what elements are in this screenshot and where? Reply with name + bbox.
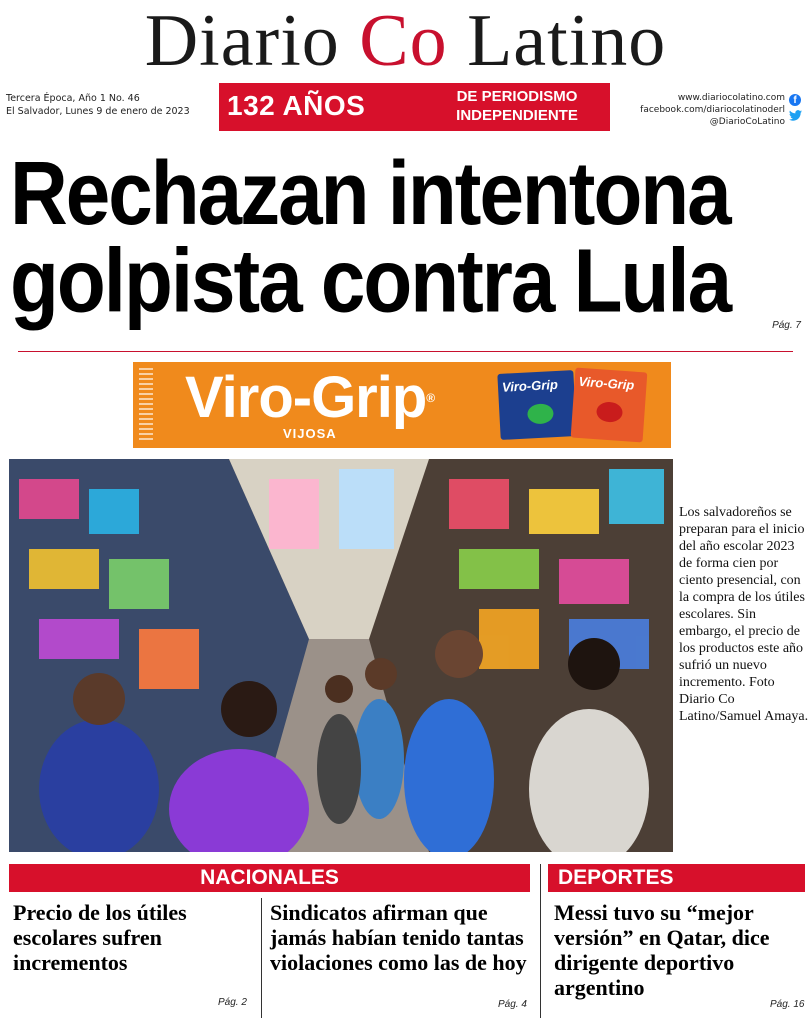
ad-subbrand: VIJOSA — [283, 426, 337, 441]
advertisement-banner[interactable] — [133, 362, 671, 448]
ad-fine-print — [139, 368, 153, 442]
twitter-link[interactable]: @DiarioCoLatino — [709, 117, 785, 127]
school-supplies-store-photo — [9, 459, 673, 852]
story-headline-1[interactable]: Precio de los útiles escolares sufren incrementos — [13, 900, 187, 975]
logo-part-1: Diario — [144, 0, 360, 82]
headline-line-1: Rechazan intentona — [10, 143, 730, 243]
social-icons — [789, 94, 803, 121]
ad-brand: Viro-Grip® — [185, 365, 435, 430]
facebook-link[interactable]: facebook.com/diariocolatinoderl — [640, 105, 785, 115]
column-divider — [261, 898, 262, 1018]
story-page-ref-1: Pág. 2 — [218, 997, 247, 1008]
section-deportes[interactable]: DEPORTES — [548, 864, 805, 892]
website-link[interactable]: www.diariocolatino.com — [677, 93, 785, 103]
contact-links — [640, 92, 785, 128]
edition-number: Tercera Época, Año 1 No. 46 — [6, 93, 140, 104]
facebook-icon[interactable]: f — [789, 94, 801, 106]
story-headline-3[interactable]: Messi tuvo su “mejor versión” en Qatar, dice dirigente deportivo argentino — [554, 900, 770, 1000]
logo-part-2: Latino — [447, 0, 667, 82]
divider — [18, 351, 793, 352]
banner-tagline-line1: DE PERIODISMO — [456, 88, 578, 105]
anniversary-banner — [219, 83, 610, 131]
logo-part-co: Co — [359, 0, 448, 82]
story-page-ref-3: Pág. 16 — [770, 999, 805, 1010]
edition-info — [6, 92, 190, 118]
column-divider — [540, 864, 541, 1018]
masthead — [0, 0, 811, 82]
product-package-orange: Viro-Grip — [571, 368, 648, 443]
section-nacionales[interactable]: NACIONALES — [9, 864, 530, 892]
banner-tagline-line2: INDEPENDIENTE — [456, 107, 578, 124]
dateline: El Salvador, Lunes 9 de enero de 2023 — [6, 106, 190, 117]
banner-tagline — [431, 87, 603, 125]
newspaper-logo[interactable] — [0, 0, 811, 82]
product-package-blue: Viro-Grip — [497, 370, 576, 440]
story-page-ref-2: Pág. 4 — [498, 999, 527, 1010]
banner-years: 132 AÑOS — [227, 90, 366, 121]
twitter-icon[interactable] — [789, 110, 802, 121]
main-photo[interactable] — [9, 459, 673, 852]
headline-line-2: golpista contra Lula — [10, 230, 731, 331]
headline-page-ref: Pág. 7 — [772, 320, 801, 331]
story-headline-2[interactable]: Sindicatos afirman que jamás habían tenido tantas violaciones como las de hoy — [270, 900, 527, 975]
photo-caption: Los salvadoreños se preparan para el inicio del año escolar 2023 de forma cien por ciento presencial, con la compra de los útiles escolares. Sin embargo, el precio de los productos este año sufrió un nuevo incremento. Foto Diario Co Latino/Samuel Amaya. — [679, 505, 809, 724]
